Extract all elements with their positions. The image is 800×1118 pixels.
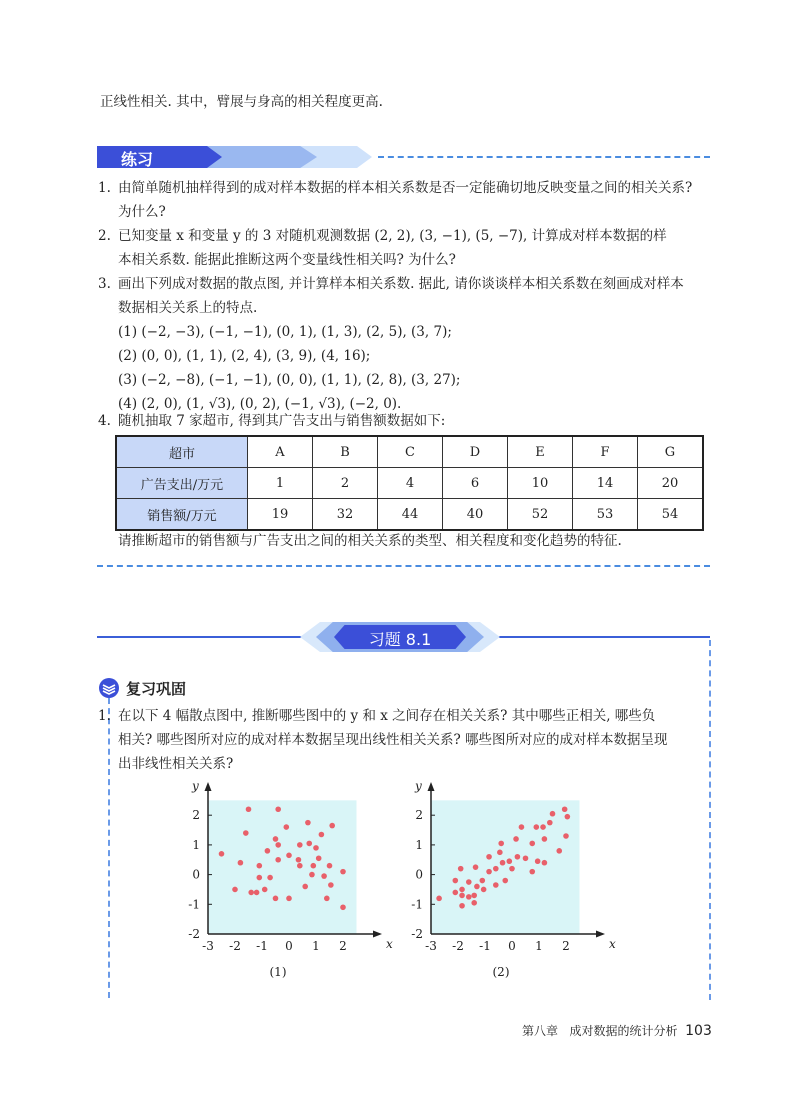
table-cell: 6 — [443, 468, 508, 499]
table-cell: A — [248, 436, 313, 468]
x-tick-label: -2 — [229, 939, 241, 953]
data-point — [340, 904, 346, 910]
x-tick-label: -2 — [452, 939, 464, 953]
border-left — [108, 698, 110, 998]
x-axis-arrow — [373, 931, 382, 938]
table-cell: D — [443, 436, 508, 468]
data-point — [275, 806, 281, 812]
data-point — [459, 887, 465, 893]
data-point — [473, 864, 479, 870]
divider — [97, 565, 710, 567]
data-point — [519, 824, 525, 830]
data-point — [286, 896, 292, 902]
figure-caption: (2) — [492, 965, 510, 979]
data-point — [493, 882, 499, 888]
x-tick-label: -1 — [256, 939, 268, 953]
x-tick-label: -3 — [425, 939, 437, 953]
data-point — [319, 832, 325, 838]
table-row — [116, 468, 703, 499]
q-number: 2. — [98, 228, 111, 244]
exercise-q1-cont: 出非线性相关关系? — [118, 756, 234, 772]
y-tick-label: 2 — [415, 808, 423, 823]
x-tick-label: 2 — [339, 939, 347, 953]
row-header: 广告支出/万元 — [116, 468, 248, 499]
scatter-plot-2 — [403, 779, 616, 980]
data-point — [324, 896, 330, 902]
data-point — [340, 869, 346, 875]
exercise-banner — [300, 622, 500, 652]
q-number: 3. — [98, 276, 111, 292]
plot-area — [431, 800, 580, 934]
q3-item: (4) (2, 0), (1, √3), (0, 2), (−1, √3), (−2, 0). — [118, 396, 402, 412]
y-axis-arrow — [205, 782, 212, 791]
figure-caption: (1) — [269, 965, 287, 979]
footer-chapter: 第八章 — [522, 1024, 559, 1038]
data-point — [459, 903, 465, 909]
border-right — [709, 640, 711, 1000]
x-tick-label: -3 — [202, 939, 214, 953]
table-cell: 14 — [573, 468, 638, 499]
data-point — [486, 854, 492, 860]
table-cell: F — [573, 436, 638, 468]
x-axis-label: x — [386, 937, 393, 951]
data-point — [523, 855, 529, 861]
data-point — [275, 857, 281, 863]
table-row — [116, 436, 703, 468]
data-point — [297, 842, 303, 848]
data-point — [562, 806, 568, 812]
practice-q3 — [98, 272, 710, 296]
data-point — [459, 893, 465, 899]
data-point — [493, 866, 499, 872]
table-cell: 32 — [313, 499, 378, 531]
data-point — [547, 820, 553, 826]
data-point — [500, 860, 506, 866]
y-tick-label: -2 — [188, 927, 200, 941]
table-cell: 20 — [638, 468, 704, 499]
data-point — [436, 896, 442, 902]
practice-q4 — [98, 409, 710, 433]
q-text: 画出下列成对数据的散点图, 并计算样本相关系数. 据此, 请你谈谈样本相关系数在刻画成对样本 — [118, 276, 684, 292]
data-point — [246, 806, 252, 812]
plot-area — [208, 800, 357, 934]
data-point — [556, 848, 562, 854]
data-point — [257, 863, 263, 869]
q3-item: (2) (0, 0), (1, 1), (2, 4), (3, 9), (4, 16); — [118, 348, 371, 364]
data-point — [453, 878, 459, 884]
row-header: 超市 — [116, 436, 248, 468]
q-number: 1. — [98, 708, 111, 724]
exercise-q1 — [98, 704, 710, 728]
x-axis-arrow — [596, 931, 605, 938]
y-tick-label: -2 — [411, 927, 423, 941]
data-point — [453, 890, 459, 896]
data-point — [273, 836, 279, 842]
table-cell: 19 — [248, 499, 313, 531]
table-cell: 1 — [248, 468, 313, 499]
q-number: 1. — [98, 180, 111, 196]
data-point — [534, 824, 540, 830]
data-point — [466, 894, 472, 900]
x-tick-label: 0 — [508, 939, 516, 953]
data-point — [306, 841, 312, 847]
data-point — [540, 824, 546, 830]
data-point — [542, 860, 548, 866]
y-tick-label: 0 — [415, 867, 423, 882]
x-tick-label: 0 — [285, 939, 293, 953]
x-tick-label: 2 — [562, 939, 570, 953]
data-point — [498, 841, 504, 847]
data-point — [267, 875, 273, 881]
data-point — [474, 884, 480, 890]
data-point — [471, 900, 477, 906]
y-axis-label: y — [415, 779, 422, 793]
q-text: 已知变量 x 和变量 y 的 3 对随机观测数据 (2, 2), (3, −1), (5, −7), 计算成对样本数据的样 — [118, 228, 667, 244]
data-point — [316, 855, 322, 861]
data-point — [458, 866, 464, 872]
y-axis-label: y — [192, 779, 199, 793]
practice-title: 练习 — [121, 150, 154, 169]
data-point — [321, 873, 327, 879]
table-cell: E — [508, 436, 573, 468]
data-point — [471, 893, 477, 899]
data-point — [232, 887, 238, 893]
x-tick-label: -1 — [479, 939, 491, 953]
row-header: 销售额/万元 — [116, 499, 248, 531]
divider — [378, 156, 710, 158]
table-cell: C — [378, 436, 443, 468]
table-cell: 44 — [378, 499, 443, 531]
data-point — [243, 830, 249, 836]
data-point — [497, 850, 503, 856]
y-tick-label: -1 — [411, 897, 423, 912]
data-point — [466, 879, 472, 885]
practice-q1 — [98, 176, 710, 200]
practice-q2 — [98, 224, 710, 248]
data-point — [529, 841, 535, 847]
x-tick-label: 1 — [312, 939, 320, 953]
data-point — [486, 869, 492, 875]
x-axis-label: x — [609, 937, 616, 951]
q3-item: (3) (−2, −8), (−1, −1), (0, 0), (1, 1), (2, 8), (3, 27); — [118, 372, 461, 388]
page-footer — [522, 1022, 712, 1039]
page-number: 103 — [685, 1023, 712, 1039]
practice-q2-cont: 本相关系数. 能据此推断这两个变量线性相关吗? 为什么? — [118, 252, 456, 268]
data-point — [302, 884, 308, 890]
data-point — [502, 878, 508, 884]
data-point — [296, 857, 302, 863]
intro-text: 正线性相关. 其中，臂展与身高的相关程度更高. — [100, 94, 383, 110]
data-point — [238, 860, 244, 866]
y-tick-label: 1 — [415, 837, 423, 852]
layers-icon — [98, 677, 120, 699]
data-point — [297, 863, 303, 869]
data-point — [529, 869, 535, 875]
data-point — [305, 820, 311, 826]
data-point — [328, 882, 334, 888]
practice-q3-cont: 数据相关关系上的特点. — [118, 300, 258, 316]
practice-q4-after: 请推断超市的销售额与广告支出之间的相关关系的类型、相关程度和变化趋势的特征. — [118, 533, 622, 549]
data-point — [284, 824, 290, 830]
data-point — [257, 875, 263, 881]
data-point — [313, 845, 319, 851]
data-point — [309, 872, 315, 878]
data-point — [565, 814, 571, 820]
data-point — [507, 858, 513, 864]
table-cell: G — [638, 436, 704, 468]
data-point — [329, 823, 335, 829]
data-point — [262, 887, 268, 893]
data-point — [275, 842, 281, 848]
data-point — [550, 811, 556, 817]
table-cell: 40 — [443, 499, 508, 531]
data-point — [513, 836, 519, 842]
table-cell: 52 — [508, 499, 573, 531]
data-point — [327, 863, 333, 869]
scatter-plot-1 — [180, 779, 393, 980]
data-point — [563, 833, 569, 839]
table-cell: 10 — [508, 468, 573, 499]
data-point — [286, 852, 292, 858]
table-cell: 53 — [573, 499, 638, 531]
data-point — [542, 836, 548, 842]
table-cell: 2 — [313, 468, 378, 499]
practice-banner — [97, 146, 372, 168]
data-point — [535, 858, 541, 864]
y-tick-label: 2 — [192, 808, 200, 823]
table-cell: 4 — [378, 468, 443, 499]
q3-item: (1) (−2, −3), (−1, −1), (0, 1), (1, 3), (2, 5), (3, 7); — [118, 324, 452, 340]
data-point — [509, 866, 515, 872]
y-tick-label: -1 — [188, 897, 200, 912]
practice-q1-cont: 为什么? — [118, 204, 166, 220]
data-point — [248, 890, 254, 896]
q-text: 由简单随机抽样得到的成对样本数据的样本相关系数是否一定能确切地反映变量之间的相关关系? — [118, 180, 693, 196]
y-axis-arrow — [428, 782, 435, 791]
supermarket-table — [115, 435, 704, 531]
x-tick-label: 1 — [535, 939, 543, 953]
data-point — [481, 887, 487, 893]
table-cell: B — [313, 436, 378, 468]
data-point — [254, 890, 260, 896]
y-tick-label: 1 — [192, 837, 200, 852]
table-cell: 54 — [638, 499, 704, 531]
exercise-title: 习题 8.1 — [368, 630, 432, 649]
footer-title: 成对数据的统计分析 — [569, 1024, 678, 1038]
data-point — [273, 896, 279, 902]
data-point — [311, 863, 317, 869]
q-text: 随机抽取 7 家超市, 得到其广告支出与销售额数据如下: — [118, 413, 446, 429]
section-title: 复习巩固 — [126, 680, 187, 698]
data-point — [515, 854, 521, 860]
data-point — [219, 851, 225, 857]
table-row — [116, 499, 703, 531]
q-text: 在以下 4 幅散点图中, 推断哪些图中的 y 和 x 之间存在相关关系? 其中哪些正相关, 哪些负 — [118, 708, 656, 724]
data-point — [265, 848, 271, 854]
y-tick-label: 0 — [192, 867, 200, 882]
q-number: 4. — [98, 413, 111, 429]
exercise-q1-cont: 相关? 哪些图所对应的成对样本数据呈现出线性相关关系? 哪些图所对应的成对样本数据呈现 — [118, 732, 668, 748]
data-point — [480, 878, 486, 884]
